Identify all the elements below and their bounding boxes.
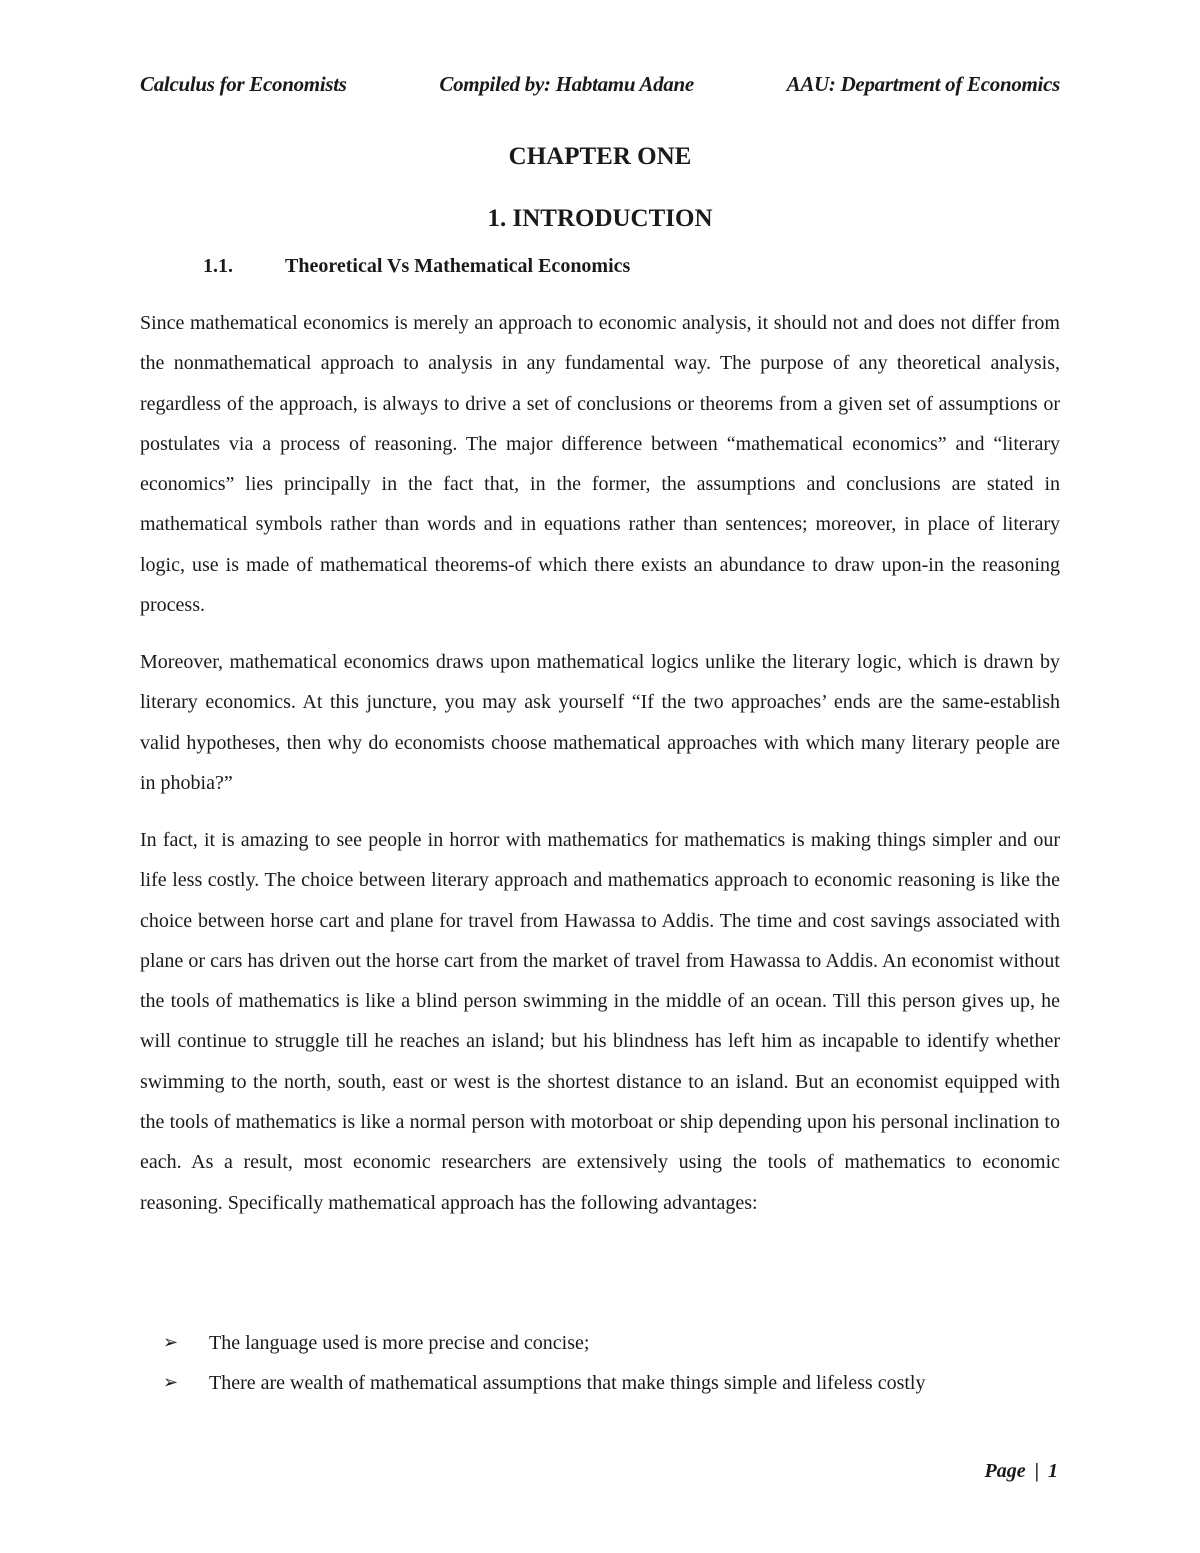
page-footer [985, 1460, 1059, 1483]
paragraph: Moreover, mathematical economics draws upon mathematical logics unlike the literary logic, which is drawn by literary economics. At this juncture, you may ask yourself “If the two approaches’ ends are the same-establish valid hypotheses, then why do economists choose mathematical approaches with which many literary people are in phobia?” [140, 651, 1060, 794]
subsection-number: 1.1. [203, 255, 233, 277]
list-item [163, 1363, 1063, 1403]
section-heading: 1. INTRODUCTION [487, 205, 713, 232]
paragraph: In fact, it is amazing to see people in horror with mathematics for mathematics is making things simpler and our life less costly. The choice between literary approach and mathematics approach to economic reasoning is like the choice between horse cart and plane for travel from Hawassa to Addis. The time and cost savings associated with plane or cars has driven out the horse cart from the market of travel from Hawassa to Addis. An economist without the tools of mathematics is like a blind person swimming in the middle of an ocean. Till this person gives up, he will continue to struggle till he reaches an island; but his blindness has left him as incapable to identify whether swimming to the north, south, east or west is the shortest distance to an island. But an economist equipped with the tools of mathematics is like a normal person with motorboat or ship depending upon his personal inclination to each. As a result, most economic researchers are extensively using the tools of mathematics to economic reasoning. Specifically mathematical approach has the following advantages: [140, 829, 1060, 1214]
subsection-title: Theoretical Vs Mathematical Economics [285, 255, 631, 277]
subsection-heading [203, 255, 630, 278]
arrow-bullet-icon: ➢ [163, 1372, 179, 1394]
page-separator: | [1034, 1460, 1039, 1482]
advantages-list [163, 1323, 1063, 1404]
header-course-title: Calculus for Economists [140, 72, 347, 96]
running-header [140, 72, 1060, 97]
header-department: AAU: Department of Economics [786, 72, 1060, 96]
chapter-title: CHAPTER ONE [508, 143, 692, 170]
list-item [163, 1323, 1063, 1363]
list-item-text: There are wealth of mathematical assumptions that make things simple and lifeless costly [209, 1372, 926, 1395]
page-label: Page [984, 1460, 1026, 1482]
paragraph: Since mathematical economics is merely an approach to economic analysis, it should not and does not differ from the nonmathematical approach to analysis in any fundamental way. The purpose of any theoretical analysis, regardless of the approach, is always to drive a set of conclusions or theorems from a given set of assumptions or postulates via a process of reasoning. The major difference between “mathematical economics” and “literary economics” lies principally in the fact that, in the former, the assumptions and conclusions are stated in mathematical symbols rather than words and in equations rather than sentences; moreover, in place of literary logic, use is made of mathematical theorems-of which there exists an abundance to draw upon-in the reasoning process. [140, 312, 1060, 617]
arrow-bullet-icon: ➢ [163, 1332, 179, 1353]
header-compiler: Compiled by: Habtamu Adane [439, 72, 694, 96]
page-number: 1 [1048, 1460, 1058, 1482]
list-item-text: The language used is more precise and concise; [209, 1332, 590, 1354]
